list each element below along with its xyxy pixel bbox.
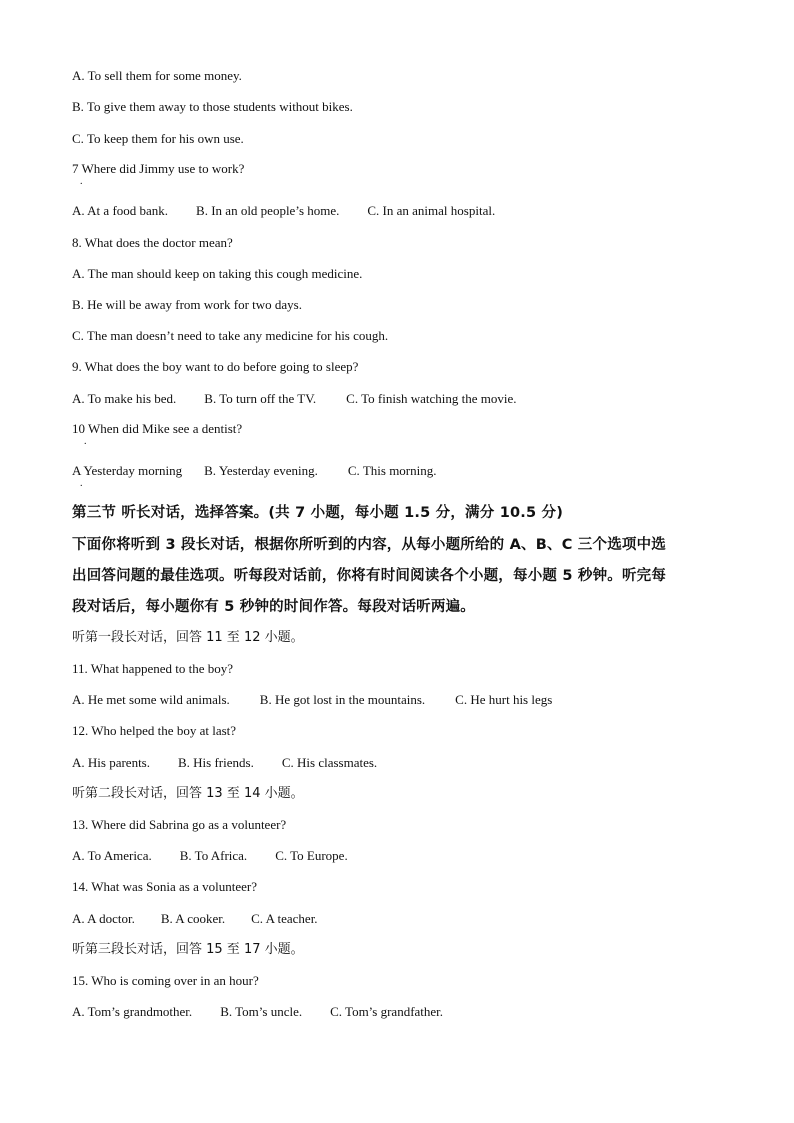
question-9: 9. What does the boy want to do before going to sleep?: [72, 359, 359, 374]
question-15: 15. Who is coming over in an hour?: [72, 973, 259, 988]
option-15a: A. Tom’s grandmother.: [72, 1004, 193, 1019]
option-6b: B. To give them away to those students without bikes.: [72, 99, 353, 114]
options-10: [72, 463, 437, 479]
option-8b: B. He will be away from work for two days.: [72, 297, 302, 312]
dialog-1-intro: 听第一段长对话，回答 11 至 12 小题。: [72, 630, 304, 645]
option-9c: C. To finish watching the movie.: [346, 391, 517, 406]
option-6c: C. To keep them for his own use.: [72, 131, 244, 146]
option-14a: A. A doctor.: [72, 911, 135, 926]
options-15: [72, 1004, 443, 1020]
option-9a: A. To make his bed.: [72, 391, 177, 406]
section-3-instructions-3: 段对话后，每小题你有 5 秒钟的时间作答。每段对话听两遍。: [72, 599, 475, 615]
dialog-3-intro: 听第三段长对话，回答 15 至 17 小题。: [72, 942, 304, 957]
option-11c: C. He hurt his legs: [455, 692, 553, 707]
option-14c: C. A teacher.: [251, 911, 318, 926]
question-12: 12. Who helped the boy at last?: [72, 723, 237, 738]
options-11: [72, 692, 552, 708]
option-10a-dot: .: [80, 478, 83, 489]
question-13: 13. Where did Sabrina go as a volunteer?: [72, 817, 287, 832]
option-10c: C. This morning.: [347, 463, 437, 478]
option-7b: B. In an old people’s home.: [196, 203, 340, 218]
option-8a: A. The man should keep on taking this cough medicine.: [72, 266, 363, 281]
options-13: [72, 848, 348, 864]
option-13c: C. To Europe.: [275, 848, 348, 863]
option-10b: B. Yesterday evening.: [204, 463, 318, 478]
option-14b: B. A cooker.: [160, 911, 226, 926]
option-15b: B. Tom’s uncle.: [220, 1004, 303, 1019]
question-7: 7 Where did Jimmy use to work?: [72, 161, 245, 176]
question-14: 14. What was Sonia as a volunteer?: [72, 879, 257, 894]
options-7: [72, 203, 495, 219]
option-15c: C. Tom’s grandfather.: [330, 1004, 444, 1019]
option-12b: B. His friends.: [178, 755, 254, 770]
question-10-dot: .: [84, 436, 87, 447]
option-6a: A. To sell them for some money.: [72, 68, 242, 83]
options-14: [72, 911, 318, 927]
option-13b: B. To Africa.: [179, 848, 248, 863]
option-7c: C. In an animal hospital.: [367, 203, 496, 218]
options-9: [72, 391, 517, 407]
option-9b: B. To turn off the TV.: [204, 391, 317, 406]
question-8: 8. What does the doctor mean?: [72, 235, 233, 250]
question-11: 11. What happened to the boy?: [72, 661, 234, 676]
option-12c: C. His classmates.: [281, 755, 378, 770]
option-10a: A Yesterday morning: [72, 463, 183, 478]
dialog-2-intro: 听第二段长对话，回答 13 至 14 小题。: [72, 786, 304, 801]
option-7a: A. At a food bank.: [72, 203, 169, 218]
option-11b: B. He got lost in the mountains.: [259, 692, 426, 707]
question-10: 10 When did Mike see a dentist?: [72, 421, 243, 436]
section-3-instructions-1: 下面你将听到 3 段长对话，根据你所听到的内容，从每小题所给的 A、B、C 三个选项中选: [72, 537, 666, 553]
section-3-title: 第三节 听长对话，选择答案。(共 7 小题，每小题 1.5 分，满分 10.5 分): [72, 505, 564, 521]
question-7-dot: .: [80, 176, 83, 187]
option-13a: A. To America.: [72, 848, 152, 863]
options-12: [72, 755, 377, 771]
option-8c: C. The man doesn’t need to take any medicine for his cough.: [72, 328, 389, 343]
section-3-instructions-2: 出回答问题的最佳选项。听每段对话前，你将有时间阅读各个小题，每小题 5 秒钟。听完每: [72, 568, 667, 584]
option-11a: A. He met some wild animals.: [72, 692, 230, 707]
option-12a: A. His parents.: [72, 755, 150, 770]
